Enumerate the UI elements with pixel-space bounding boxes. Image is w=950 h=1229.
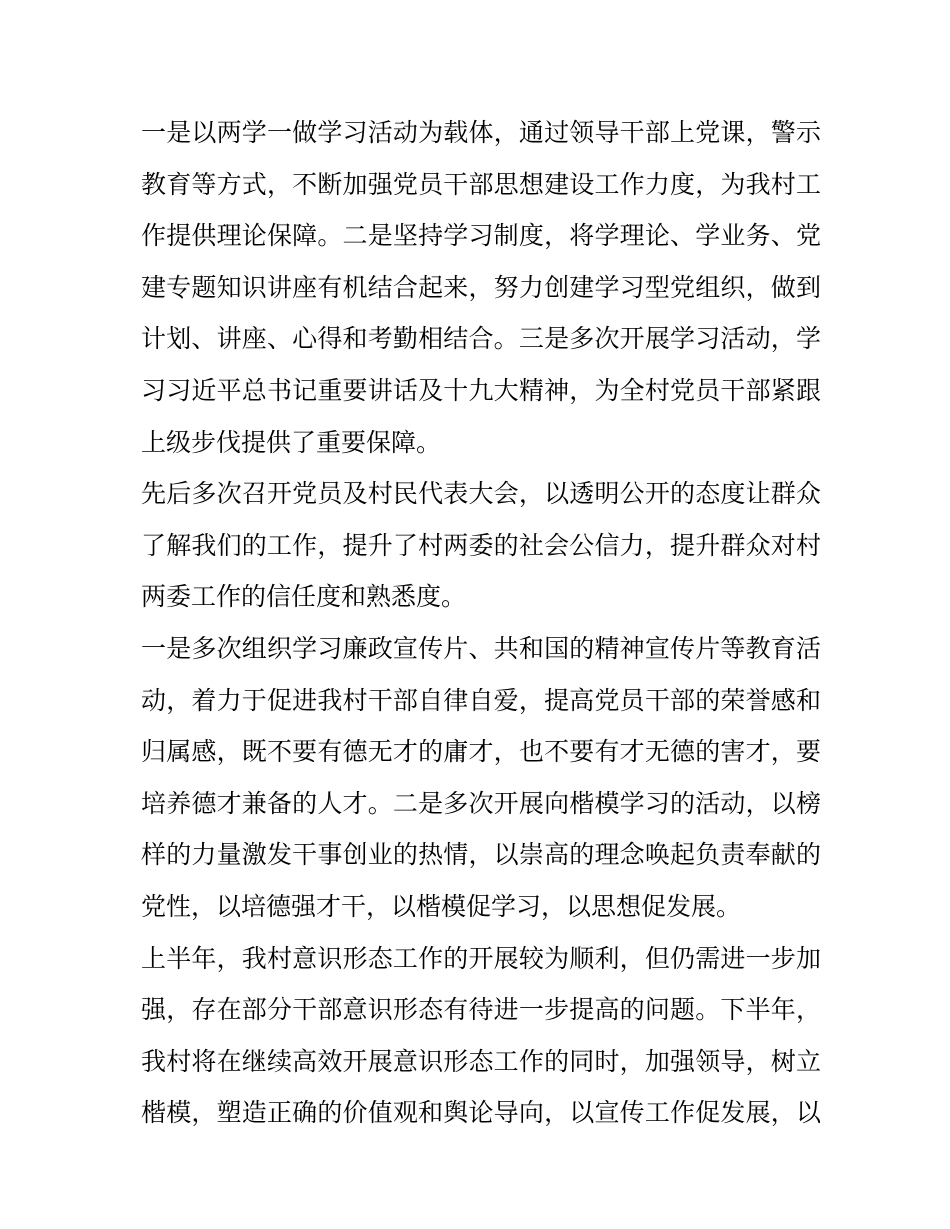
text-line: 强，存在部分干部意识形态有待进一步提高的问题。下半年，: [141, 995, 821, 1025]
text-line: 教育等方式，不断加强党员干部思想建设工作力度，为我村工: [141, 169, 821, 199]
text-line: 动，着力于促进我村干部自律自爱，提高党员干部的荣誉感和: [141, 685, 821, 715]
paragraph-summary-plan: [141, 933, 821, 1139]
text-line: 上级步伐提供了重要保障。: [141, 427, 442, 457]
text-line: 习习近平总书记重要讲话及十九大精神，为全村党员干部紧跟: [141, 375, 821, 405]
text-line: 作提供理论保障。二是坚持学习制度，将学理论、学业务、党: [141, 221, 821, 251]
text-line: 归属感，既不要有德无才的庸才，也不要有才无德的害才，要: [141, 737, 821, 767]
text-line: 两委工作的信任度和熟悉度。: [141, 582, 467, 612]
text-line: 楷模，塑造正确的价值观和舆论导向，以宣传工作促发展，以: [141, 1098, 821, 1128]
paragraph-integrity-education: [141, 623, 821, 933]
text-line: 先后多次召开党员及村民代表大会，以透明公开的态度让群众: [141, 479, 821, 509]
text-line: 建专题知识讲座有机结合起来，努力创建学习型党组织，做到: [141, 272, 821, 302]
document-body: [141, 107, 821, 1139]
text-line: 了解我们的工作，提升了村两委的社会公信力，提升群众对村: [141, 530, 821, 560]
text-line: 上半年，我村意识形态工作的开展较为顺利，但仍需进一步加: [141, 943, 821, 973]
text-line: 一是以两学一做学习活动为载体，通过领导干部上党课，警示: [141, 118, 821, 147]
paragraph-study-activities: [141, 107, 821, 468]
text-line: 我村将在继续高效开展意识形态工作的同时，加强领导，树立: [141, 1046, 821, 1076]
text-line: 计划、讲座、心得和考勤相结合。三是多次开展学习活动，学: [141, 324, 821, 354]
text-line: 一是多次组织学习廉政宣传片、共和国的精神宣传片等教育活: [141, 633, 821, 663]
text-line: 培养德才兼备的人才。二是多次开展向楷模学习的活动，以榜: [141, 788, 821, 818]
paragraph-meetings: [141, 468, 821, 623]
text-line: 样的力量激发干事创业的热情，以崇高的理念唤起负责奉献的: [141, 840, 821, 870]
text-line: 党性，以培德强才干，以楷模促学习，以思想促发展。: [141, 891, 742, 921]
